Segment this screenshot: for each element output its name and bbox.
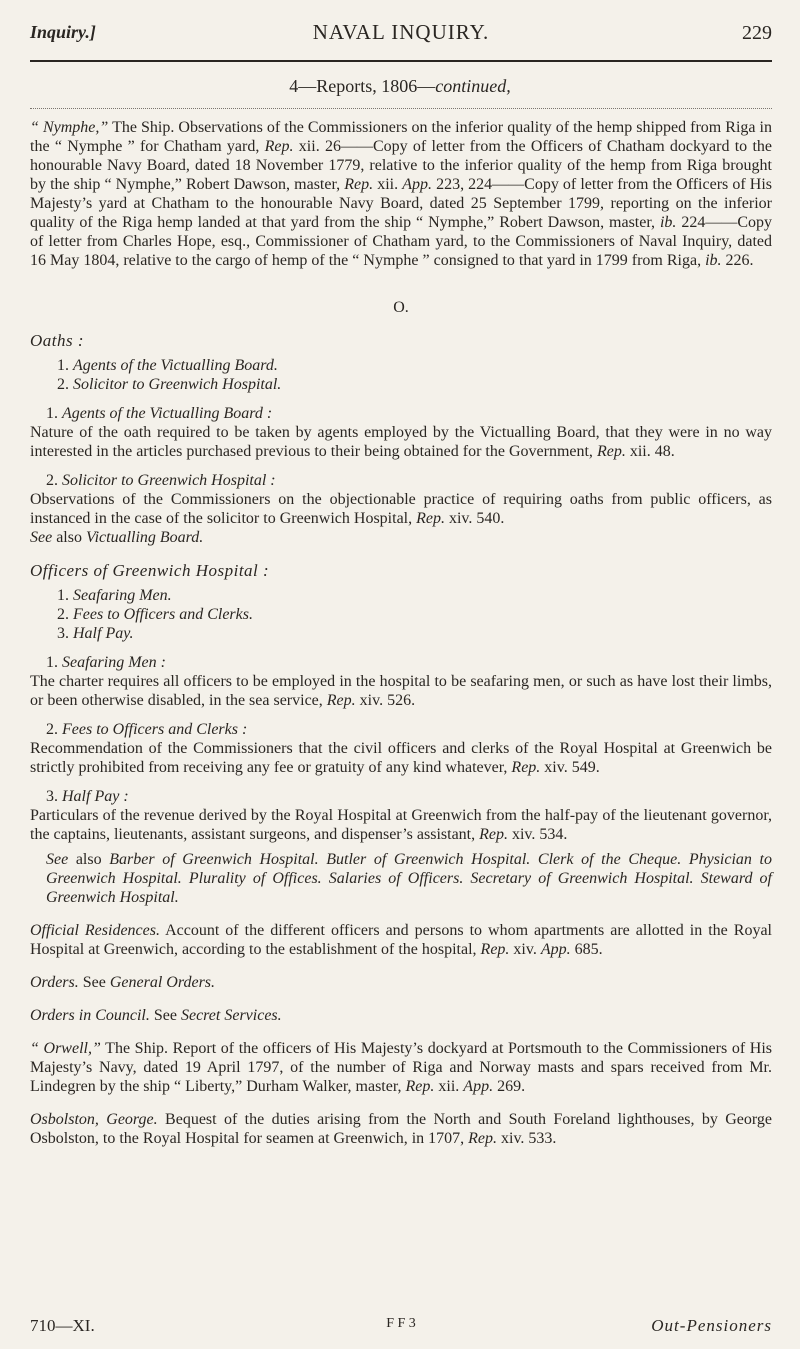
page-footer: [30, 1316, 772, 1340]
see-also: See also Barber of Greenwich Hospital. Butler of Greenwich Hospital. Clerk of the Cheque. Physician to Greenwich Hospital. Plurality of Offices. Salaries of Officers. Secretary of Greenwich Hospital. Steward of Greenwich Hospital.: [46, 851, 772, 906]
entry-official-residences: Official Residences. Account of the different officers and persons to whom apartments are allotted in the Royal Hospital at Greenwich, according to the establishment of the hospital, Rep. xiv. App. 685.: [30, 922, 772, 958]
entry-orders-in-council: Orders in Council. See Secret Services.: [30, 1007, 282, 1024]
subheading: 3. Half Pay :: [46, 788, 129, 805]
section-subtitle: 4—Reports, 1806—continued,: [289, 76, 511, 96]
list-item: 2. Fees to Officers and Clerks.: [57, 606, 253, 623]
entry-text: Observations of the Commissioners on the objectionable practice of requiring oaths from public officers, as instanced in the case of the solicitor to Greenwich Hospital, Rep. xiv. 540.: [30, 491, 772, 527]
entry-osbolston: Osbolston, George. Bequest of the duties arising from the North and South Foreland lighthouses, by George Osbolston, to the Royal Hospital for seamen at Greenwich, in 1707, Rep. xiv. 533.: [30, 1111, 773, 1147]
entry-nymphe: “ Nymphe,” The Ship. Observations of the Commissioners on the inferior quality of the hemp shipped from Riga in the “ Nymphe ” for Chatham yard, Rep. xii. 26——Copy of letter from the Officers of Chatham dockyard to the honourable Navy Board, dated 18 November 1779, relative to the inferior quality of the hemp from Riga brought by the ship “ Nymphe,” Robert Dawson, master, Rep. xii. App. 223, 224——Copy of letter from the Officers of His Majesty’s yard at Chatham to the honourable Navy Board, dated 25 September 1799, reporting on the inferior quality of the Riga hemp landed at that yard from the ship “ Nymphe,” Robert Dawson, master, ib. 224——Copy of letter from Charles Hope, esq., Commissioner of Chatham yard, to the Commissioners of Naval Inquiry, dated 16 May 1804, relative to the cargo of hemp of the “ Nymphe ” consigned to that yard in 1799 from Riga, ib. 226.: [30, 119, 773, 269]
footer-signature-mark: F F 3: [386, 1316, 416, 1331]
see-also: See also Victualling Board.: [30, 529, 204, 546]
heading-officers: Officers of Greenwich Hospital :: [30, 561, 270, 580]
list-item: 3. Half Pay.: [57, 625, 134, 642]
entry-text: Nature of the oath required to be taken by agents employed by the Victualling Board, that they were in no way interested in the articles purchased previous to their being obtained for the Government, Rep. xii. 48.: [30, 424, 772, 460]
footer-catchword: Out-Pensioners: [651, 1316, 772, 1335]
list-item: 2. Solicitor to Greenwich Hospital.: [57, 376, 282, 393]
heading-oaths: Oaths :: [30, 331, 85, 350]
subtitle-rule: [30, 108, 772, 109]
header-rule: [30, 60, 772, 62]
subheading: 1. Agents of the Victualling Board :: [46, 405, 273, 422]
entry-orders: Orders. See General Orders.: [30, 974, 216, 991]
subheading: 2. Solicitor to Greenwich Hospital :: [46, 472, 276, 489]
letter-heading: O.: [393, 299, 409, 316]
list-item: 1. Agents of the Victualling Board.: [57, 357, 278, 374]
entry-text: The charter requires all officers to be employed in the hospital to be seafaring men, or such as have lost their limbs, or been otherwise disabled, in the sea service, Rep. xiv. 526.: [30, 673, 772, 709]
header-section-label: Inquiry.]: [30, 22, 96, 42]
subheading: 1. Seafaring Men :: [46, 654, 166, 671]
entry-text: Recommendation of the Commissioners that the civil officers and clerks of the Royal Hospital at Greenwich be strictly prohibited from receiving any fee or gratuity of any kind whatever, Rep. xiv. 549.: [30, 740, 772, 776]
page-number: 229: [742, 22, 772, 44]
entry-text: Particulars of the revenue derived by the Royal Hospital at Greenwich from the half-pay of the lieutenant governor, the captains, lieutenants, assistant surgeons, and dispenser’s assistant, Rep. xiv. 534.: [30, 807, 772, 843]
index-body: [30, 118, 772, 1148]
entry-orwell: “ Orwell,” The Ship. Report of the officers of His Majesty’s dockyard at Portsmouth to the Commissioners of His Majesty’s Navy, dated 19 April 1797, of the number of Riga and Norway masts and spars received from Mr. Lindegren by the ship “ Liberty,” Durham Walker, master, Rep. xii. App. 269.: [30, 1040, 772, 1095]
running-header: [30, 18, 772, 58]
list-item: 1. Seafaring Men.: [57, 587, 172, 604]
footer-sheet-number: 710—XI.: [30, 1316, 95, 1335]
header-title: NAVAL INQUIRY.: [312, 20, 490, 44]
subheading: 2. Fees to Officers and Clerks :: [46, 721, 248, 738]
